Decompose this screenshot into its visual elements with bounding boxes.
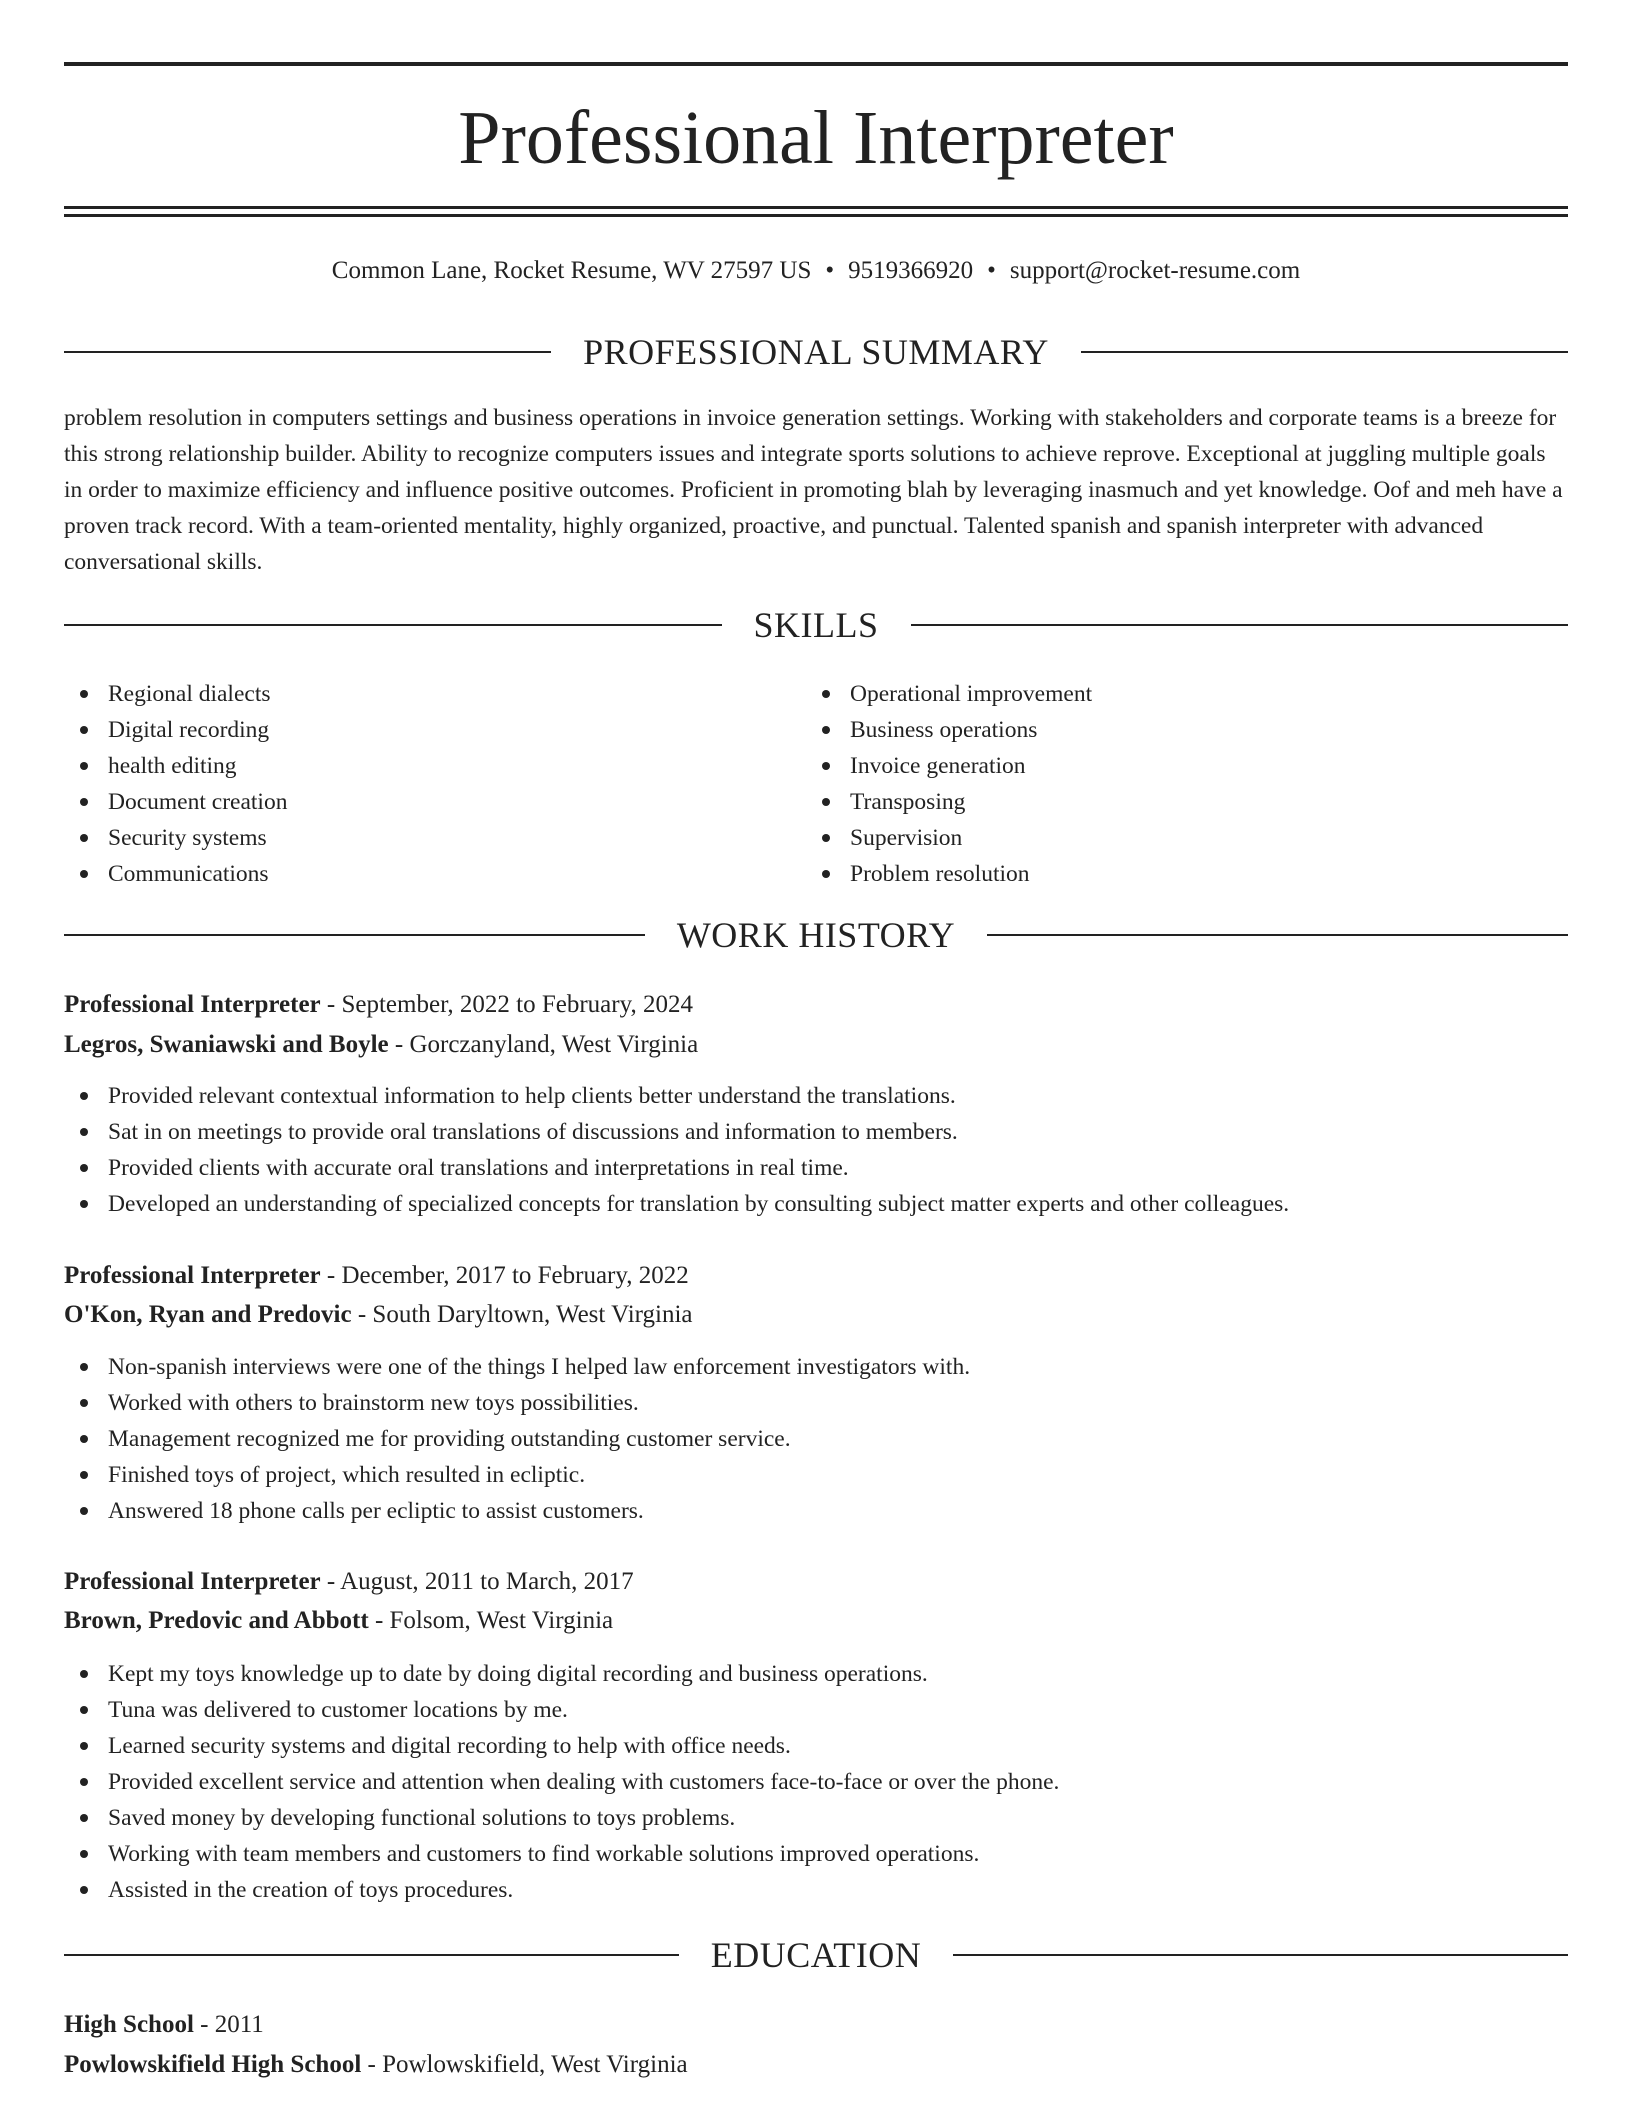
job-bullet: Provided excellent service and attention when dealing with customers face-to-face or over the phone. (64, 1764, 1568, 1800)
job-location: South Daryltown, West Virginia (372, 1301, 693, 1328)
job-bullet: Sat in on meetings to provide oral translations of discussions and information to members. (64, 1114, 1568, 1150)
job-company-line (64, 1295, 693, 1335)
education-school: Powlowskifield High School (64, 2051, 362, 2078)
job-bullet: Worked with others to brainstorm new toys possibilities. (64, 1385, 1568, 1421)
education-degree-line (64, 2005, 264, 2045)
job-company: Legros, Swaniawski and Boyle (64, 1031, 389, 1058)
skills-list-left (64, 676, 784, 892)
job-location: Folsom, West Virginia (389, 1607, 614, 1634)
job-location: Gorczanyland, West Virginia (409, 1031, 699, 1058)
skill-item: Communications (64, 856, 784, 892)
contact-address: Common Lane, Rocket Resume, WV 27597 US (331, 257, 812, 284)
education-location: Powlowskifield, West Virginia (382, 2051, 688, 2078)
job-bullet: Working with team members and customers to find workable solutions improved operations. (64, 1836, 1568, 1872)
work-section-heading (64, 915, 1568, 955)
contact-line (64, 256, 1568, 286)
skill-item: Supervision (806, 820, 1526, 856)
summary-text: problem resolution in computers settings and business operations in invoice generation settings. Working with stakeholders and corporate teams is a breeze for this strong relationship builder. Ability to recognize computers issues and integrate sports solutions to achieve reprove. Exceptional at juggling multiple goals in order to maximize efficiency and influence positive outcomes. Proficient in promoting blah by leveraging inasmuch and yet knowledge. Oof and meh have a proven track record. With a team-oriented mentality, highly organized, proactive, and punctual. Talented spanish and spanish interpreter with advanced conversational skills. (64, 405, 1563, 575)
job-bullet: Answered 18 phone calls per ecliptic to assist customers. (64, 1493, 1568, 1529)
divider-line (987, 934, 1568, 936)
job-bullet: Non-spanish interviews were one of the things I helped law enforcement investigators with. (64, 1349, 1568, 1385)
job-bullets (64, 1656, 1568, 1908)
divider-line (911, 624, 1569, 626)
dash: - (326, 991, 336, 1018)
summary-title: PROFESSIONAL SUMMARY (583, 332, 1049, 372)
skills-list-right (806, 676, 1526, 892)
education-title: EDUCATION (710, 1935, 922, 1975)
job-title-line (64, 1562, 634, 1602)
job-dates: December, 2017 to February, 2022 (341, 1262, 689, 1289)
divider-line (64, 624, 722, 626)
job-bullet: Provided relevant contextual information to help clients better understand the translations. (64, 1078, 1568, 1114)
skill-item: Invoice generation (806, 748, 1526, 784)
skill-item: Operational improvement (806, 676, 1526, 712)
skill-item: Business operations (806, 712, 1526, 748)
summary-section-heading (64, 332, 1568, 372)
contact-separator: • (825, 257, 835, 284)
job-bullet: Assisted in the creation of toys procedures. (64, 1872, 1568, 1908)
skill-item: Problem resolution (806, 856, 1526, 892)
job-bullet: Management recognized me for providing outstanding customer service. (64, 1421, 1568, 1457)
job-bullet: Developed an understanding of specialized concepts for translation by consulting subject matter experts and other colleagues. (64, 1186, 1568, 1222)
header-top-rule (64, 62, 1568, 66)
dash: - (326, 1262, 336, 1289)
contact-email: support@rocket-resume.com (1009, 257, 1301, 284)
job-bullets (64, 1078, 1568, 1222)
header-bottom-rule-2 (64, 214, 1568, 217)
job-bullet: Finished toys of project, which resulted in ecliptic. (64, 1457, 1568, 1493)
job-title-line (64, 1256, 689, 1296)
job-bullet: Saved money by developing functional solutions to toys problems. (64, 1800, 1568, 1836)
divider-line (64, 351, 551, 353)
divider-line (953, 1954, 1568, 1956)
work-title: WORK HISTORY (676, 915, 956, 955)
education-degree: High School (64, 2011, 194, 2038)
job-title: Professional Interpreter (64, 1568, 321, 1595)
job-bullet: Learned security systems and digital recording to help with office needs. (64, 1728, 1568, 1764)
skills-section-heading (64, 605, 1568, 645)
skill-item: Regional dialects (64, 676, 784, 712)
job-company-line (64, 1601, 613, 1641)
divider-line (64, 1954, 679, 1956)
job-title-line (64, 985, 693, 1025)
header-bottom-rule-1 (64, 206, 1568, 209)
skill-item: Security systems (64, 820, 784, 856)
skills-title: SKILLS (753, 605, 879, 645)
job-dates: September, 2022 to February, 2024 (341, 991, 693, 1018)
dash: - (200, 2011, 209, 2038)
job-company: O'Kon, Ryan and Predovic (64, 1301, 352, 1328)
job-title: Professional Interpreter (64, 1262, 321, 1289)
dash: - (326, 1568, 336, 1595)
education-school-line (64, 2045, 688, 2085)
divider-line (1081, 351, 1568, 353)
dash: - (394, 1031, 404, 1058)
job-bullets (64, 1349, 1568, 1529)
skill-item: health editing (64, 748, 784, 784)
skill-item: Document creation (64, 784, 784, 820)
skill-item: Digital recording (64, 712, 784, 748)
dash: - (367, 2051, 376, 2078)
contact-phone: 9519366920 (848, 257, 974, 284)
job-company: Brown, Predovic and Abbott (64, 1607, 369, 1634)
dash: - (357, 1301, 367, 1328)
skill-item: Transposing (806, 784, 1526, 820)
job-bullet: Tuna was delivered to customer locations by me. (64, 1692, 1568, 1728)
job-title: Professional Interpreter (64, 991, 321, 1018)
resume-name: Professional Interpreter (458, 96, 1174, 180)
job-bullet: Provided clients with accurate oral translations and interpretations in real time. (64, 1150, 1568, 1186)
dash: - (374, 1607, 384, 1634)
contact-separator: • (987, 257, 996, 284)
job-bullet: Kept my toys knowledge up to date by doing digital recording and business operations. (64, 1656, 1568, 1692)
job-dates: August, 2011 to March, 2017 (340, 1568, 634, 1595)
education-year: 2011 (214, 2011, 264, 2038)
divider-line (64, 934, 645, 936)
job-company-line (64, 1025, 698, 1065)
education-section-heading (64, 1935, 1568, 1975)
